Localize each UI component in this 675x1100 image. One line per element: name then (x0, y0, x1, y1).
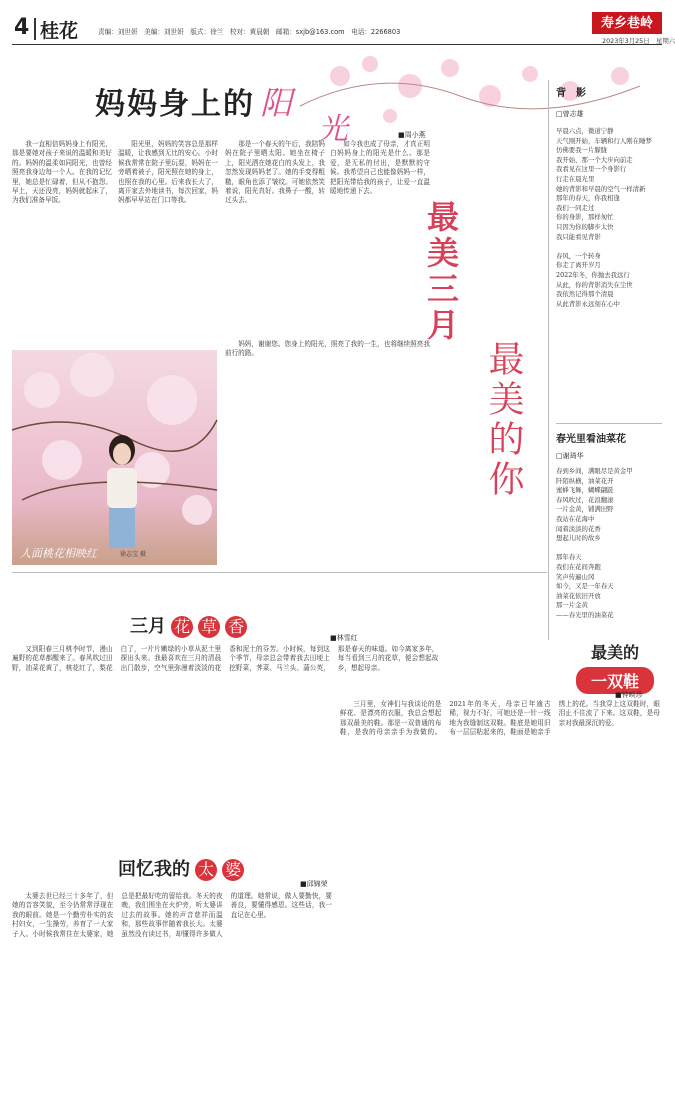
article2-body-text: 又到阳春三月桃李时节，漫山遍野的花草都醒来了。春风吹过田野，油菜花黄了，桃花红了，梨花白了，一片片嫩绿的小草从泥土里探出头来。我最喜欢在三月的清晨出门散步，空气里弥漫着淡淡的花香和泥土的芬芳。小时候，每到这个季节，母亲总会带着我去田埂上挖野菜，荠菜、马兰头、蒲公英，那是春天的味道。如今离家多年，每当看到三月的花草，便会想起故乡，想起母亲。 (12, 645, 439, 672)
article1-title (95, 78, 395, 128)
shoe-article-text: 三月里，女神们与我谈论的是鲜花、是漂亮的衣服，我总会想起那双最美的鞋。那是一双普通的布鞋，是我的母亲亲手为我做的。2021年的冬天，母亲已年逾古稀，视力不好，可她还是一针一线地为我缝制这双鞋。鞋底是她用旧布一层层粘起来的，鞋面是她亲手绣上的花。当我穿上这双鞋时，眼泪止不住流了下来。这双鞋，是母亲对我最深沉的爱。 (340, 700, 660, 737)
article2-title (130, 612, 247, 638)
header-rule (12, 44, 662, 45)
article1-col5-text: 妈妈，谢谢您。您身上的阳光，照亮了我的一生，也将继续照亮我前行的路。 (225, 340, 430, 358)
article2-author: ■林雪红 (330, 634, 358, 642)
shoe-title-line1: 最美的 (590, 643, 639, 662)
article3-body-text: 太婆去世已经三十多年了，但她的音容笑貌，至今仍常常浮现在我的眼前。她是一个勤劳朴实的农村妇女，一生操劳，养育了一大家子人。小时候我常住在太婆家，她总是把最好吃的留给我。冬天的夜晚，我们围坐在火炉旁，听太婆讲过去的故事。她的声音慈祥而温和，那些故事伴随着我长大。太婆虽然没有读过书，却懂得许多做人的道理。她常说，做人要勤快，要善良，要懂得感恩。这些话，我一直记在心里。 (12, 892, 332, 938)
article1-author: ■周小燕 (398, 131, 426, 139)
masthead-text: 寿乡巷岭 (600, 16, 653, 31)
poem2-author: □谢琦华 (556, 452, 584, 460)
mid-divider (12, 572, 547, 573)
article3-title-accent2: 婆 (222, 859, 244, 881)
vertical-title (422, 150, 540, 530)
poem1-body: 早晨六点，微道宁静 天气刚开始，车辆和行人刚在睡梦 仿佛要我一片朦胧 我开始，那一个大步向前走 我看见在这里一个身影行 行走在晨光里 她的背影和早晨的空气一样清新 那年的春天，你我相逢 我们一同走过 你的身影，那样匆忙 只因为你的脚步太快 我只能看见背影 春风，一个转身 你走了离开岁月 2022年冬，你抛去我远行 从此，你的背影消失在尘世 我依然记得那个清晨 从此背影永远刻在心中 (556, 127, 652, 308)
article1-title-accent2: 光 (318, 112, 348, 147)
shoe-title-line2: 一双鞋 (576, 667, 654, 694)
vertical-title-line2: 最美的你 (483, 340, 524, 500)
article1-title-main: 妈妈身上的 (95, 87, 255, 122)
article1-col4-text: 如今我也成了母亲，才真正明白妈妈身上的阳光是什么。那是爱，是无私的付出，是默默的守候。我希望自己也能像妈妈一样，把阳光带给我的孩子，让爱一直温暖地传递下去。 (330, 140, 430, 196)
photo-illustration (12, 350, 217, 565)
article1-photo (12, 350, 217, 565)
masthead (592, 12, 662, 34)
article1-col3-text: 那是一个春天的午后，我陪妈妈在院子里晒太阳。她坐在椅子上，阳光洒在她花白的头发上，我忽然发现妈妈老了。她的手变得粗糙，眼角也添了皱纹。可她依然笑着说，阳光真好。我鼻子一酸，转过头去。 (225, 140, 325, 205)
article1-col2-text: 阳光里，妈妈的笑容总是那样温暖，让我感到无比的安心。小时候我常常在院子里玩耍，妈妈在一旁晒着被子，阳光照在她的身上，也照在我的心里。后来我长大了，离开家去外地读书，每次回家，妈妈都早早站在门口等我。 (118, 140, 218, 205)
poem2-title: 春光里看油菜花 (556, 434, 626, 445)
article1-col2 (118, 140, 218, 330)
article1-col3 (225, 140, 325, 330)
photo-caption: 人面桃花相映红 (20, 547, 97, 560)
article2-title-accent2: 草 (198, 616, 220, 638)
poem2-body: 春到乡间，满眼尽是黄金甲 阡陌纵横，油菜花开 蜜蜂飞舞，蝴蝶翩跹 春风吹过，花浪翻滚 一片金黄，铺满田野 我站在花海中 闻着淡淡的花香 想起儿时的故乡 那年春天 我们在花间奔跑 笑声传遍山冈 如今，又是一年春天 油菜花依旧开放 那一片金黄 ——春光里的油菜花 (556, 467, 633, 619)
article1-col4 (330, 140, 430, 330)
article3-title-accent1: 太 (195, 859, 217, 881)
article1-col1-text: 我一直相信妈妈身上有阳光，那是要她对孩子来说的温暖和美好的。妈妈的温柔如同阳光，也曾经照亮我身边每一个人。在我的记忆里，她总是忙碌着，但从不抱怨。早上，天还没亮，妈妈就起床了，为我们准备早饭。 (12, 140, 112, 205)
article2-title-pre: 三月 (130, 616, 166, 637)
article2-title-accent3: 香 (225, 616, 247, 638)
article3-body (12, 892, 332, 1092)
sidebar (556, 80, 662, 619)
header-date: 2023年3月25日 星期六 (602, 37, 675, 45)
page-header (12, 12, 675, 45)
sidebar-separator (556, 423, 662, 424)
article3-title-pre: 回忆我的 (118, 859, 190, 880)
sidebar-divider (548, 80, 549, 640)
header-divider (34, 18, 36, 40)
header-credits: 责编：刘世妍 美编：刘世妍 版式：徐兰 校对：黄晨朝 邮箱：sxjb@163.com 电话：2266803 (98, 28, 401, 36)
vertical-title-line1: 最美三月 (422, 200, 460, 344)
photo-credit: 徐志宝 摄 (120, 551, 146, 558)
shoe-article-body (340, 700, 660, 1095)
shoe-article-author: ■钟映珍 (615, 691, 643, 699)
article2-title-accent1: 花 (171, 616, 193, 638)
page-number: 4 (14, 15, 30, 40)
article1-col5 (225, 340, 430, 490)
article1-col1 (12, 140, 112, 330)
article1-title-accent1: 阳 (260, 84, 293, 122)
poem1-title: 背 影 (556, 88, 586, 99)
article3-title (118, 855, 244, 881)
poem1-author: □曾志雄 (556, 110, 584, 118)
section-title: 桂花 (40, 20, 79, 42)
article3-author: ■邱锦荣 (300, 880, 328, 888)
